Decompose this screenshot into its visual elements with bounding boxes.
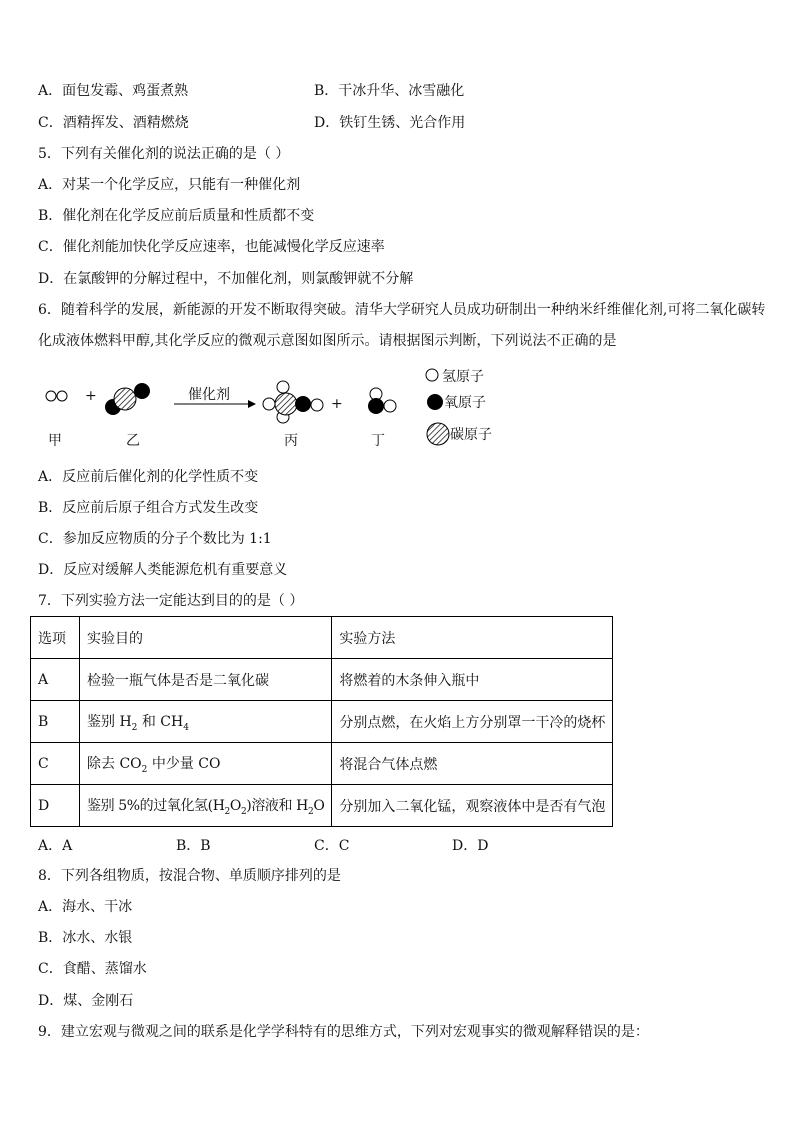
q6-option-c: C．参加反应物质的分子个数比为 1:1 xyxy=(38,531,272,547)
label-jia: 甲 xyxy=(48,433,62,449)
q7-answer-a: A．A xyxy=(38,838,73,854)
q8-option-b: B．冰水、水银 xyxy=(38,930,133,946)
row-goal: 鉴别 $H_2$ 和 $CH_4$ xyxy=(80,701,332,743)
header-option: 选项 xyxy=(31,617,80,659)
table-row xyxy=(31,743,613,785)
q8-option-d: D．煤、金刚石 xyxy=(38,993,134,1009)
table-row xyxy=(31,701,613,743)
q8-stem: 8．下列各组物质，按混合物、单质顺序排列的是 xyxy=(38,868,341,884)
row-option: B xyxy=(31,701,80,743)
row-method: 分别点燃，在火焰上方分别罩一干冷的烧杯 xyxy=(332,701,613,743)
q5-option-a: A．对某一个化学反应，只能有一种催化剂 xyxy=(38,177,301,193)
row-goal: 检验一瓶气体是否是二氧化碳 xyxy=(80,659,332,701)
row-goal: 鉴别 5%的过氧化氢$(H_2O_2)$溶液和 $H_2O$ xyxy=(80,785,332,827)
table-row xyxy=(31,785,613,827)
legend-carbon: 碳原子 xyxy=(450,427,492,443)
q4-option-a: A．面包发霉、鸡蛋煮熟 xyxy=(38,83,189,99)
header-method: 实验方法 xyxy=(332,617,613,659)
table-row xyxy=(31,659,613,701)
experiment-table xyxy=(30,616,613,827)
q5-option-b: B．催化剂在化学反应前后质量和性质都不变 xyxy=(38,208,315,224)
q6-option-d: D．反应对缓解人类能源危机有重要意义 xyxy=(38,562,288,578)
row-method: 将混合气体点燃 xyxy=(332,743,613,785)
q6-stem-line1: 6．随着科学的发展，新能源的开发不断取得突破。清华大学研究人员成功研制出一种纳米纤维催化剂,可将二氧化碳转 xyxy=(38,302,766,318)
legend-oxygen: 氧原子 xyxy=(444,395,486,411)
q5-option-d: D．在氯酸钾的分解过程中，不加催化剂，则氯酸钾就不分解 xyxy=(38,271,414,287)
q4-option-c: C．酒精挥发、酒精燃烧 xyxy=(38,115,189,131)
legend-hydrogen: 氢原子 xyxy=(442,369,484,385)
table-header-row xyxy=(31,617,613,659)
q7-stem: 7．下列实验方法一定能达到目的的是（ ） xyxy=(38,593,304,609)
q6-stem-line2: 化成液体燃料甲醇,其化学反应的微观示意图如图所示。请根据图示判断，下列说法不正确的是 xyxy=(38,333,617,349)
catalyst-label: 催化剂 xyxy=(188,387,230,403)
q6-option-b: B．反应前后原子组合方式发生改变 xyxy=(38,500,259,516)
row-method: 将燃着的木条伸入瓶中 xyxy=(332,659,613,701)
reaction-diagram xyxy=(38,362,558,462)
row-option: A xyxy=(31,659,80,701)
molecule-yi xyxy=(105,383,150,415)
molecule-jia xyxy=(46,391,67,401)
label-ding: 丁 xyxy=(371,433,385,449)
row-goal: 除去 $CO_2$ 中少量 CO xyxy=(80,743,332,785)
q7-answer-b: B．B xyxy=(176,838,211,854)
q4-option-d: D．铁钉生锈、光合作用 xyxy=(314,115,466,131)
plus-sign-2: + xyxy=(331,396,343,412)
q6-option-a: A．反应前后催化剂的化学性质不变 xyxy=(38,469,259,485)
plus-sign-1: + xyxy=(85,388,97,404)
q9-stem: 9．建立宏观与微观之间的联系是化学学科特有的思维方式，下列对宏观事实的微观解释错误的是： xyxy=(38,1024,649,1040)
molecule-ding xyxy=(368,388,396,414)
molecule-bing xyxy=(263,381,323,423)
label-bing: 丙 xyxy=(284,433,298,449)
q7-answer-c: C．C xyxy=(314,838,350,854)
q8-option-c: C．食醋、蒸馏水 xyxy=(38,961,147,977)
q5-stem: 5．下列有关催化剂的说法正确的是（ ） xyxy=(38,146,290,162)
row-option: D xyxy=(31,785,80,827)
row-option: C xyxy=(31,743,80,785)
q8-option-a: A．海水、干冰 xyxy=(38,899,133,915)
header-goal: 实验目的 xyxy=(80,617,332,659)
label-yi: 乙 xyxy=(126,433,140,449)
q5-option-c: C．催化剂能加快化学反应速率，也能减慢化学反应速率 xyxy=(38,239,385,255)
q4-option-b: B．干冰升华、冰雪融化 xyxy=(314,83,465,99)
row-method: 分别加入二氧化锰，观察液体中是否有气泡 xyxy=(332,785,613,827)
q7-answer-d: D．D xyxy=(452,838,489,854)
